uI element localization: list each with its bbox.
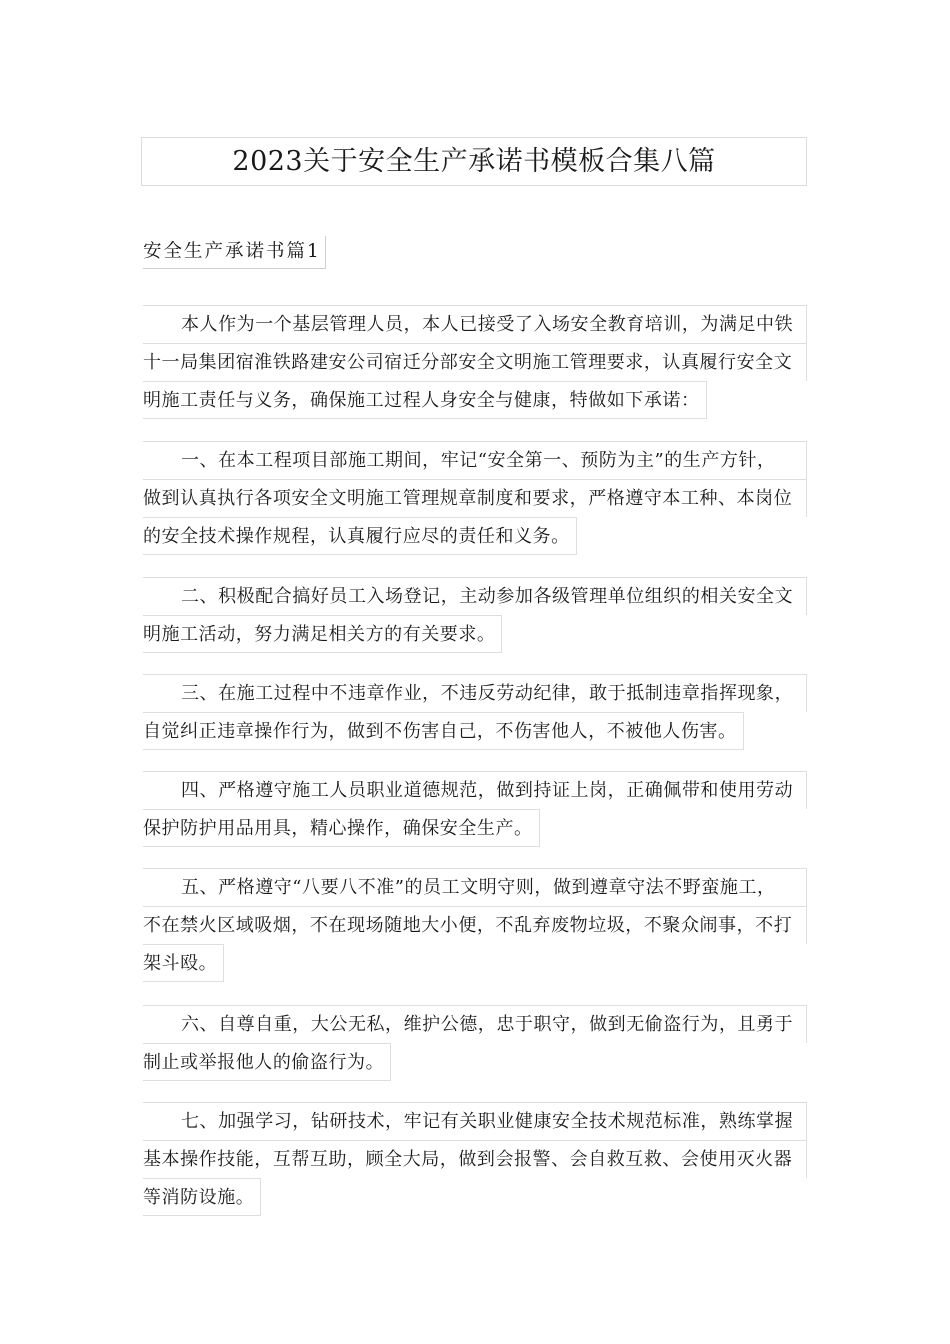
paragraph-line: 不在禁火区域吸烟，不在现场随地大小便，不乱弃废物垃圾，不聚众闹事，不打 [143, 906, 807, 944]
paragraph-line: 二、积极配合搞好员工入场登记，主动参加各级管理单位组织的相关安全文 [143, 577, 807, 615]
paragraph-line: 架斗殴。 [143, 944, 224, 982]
paragraph-line: 三、在施工过程中不违章作业，不违反劳动纪律，敢于抵制违章指挥现象， [143, 674, 807, 712]
paragraph-item-1 [143, 441, 807, 555]
paragraph-line: 明施工活动，努力满足相关方的有关要求。 [143, 615, 502, 653]
document-title: 2023关于安全生产承诺书模板合集八篇 [141, 137, 807, 186]
paragraph-line: 五、严格遵守“八要八不准”的员工文明守则，做到遵章守法不野蛮施工， [143, 868, 807, 906]
paragraph-item-5 [143, 868, 807, 982]
paragraph-line: 四、严格遵守施工人员职业道德规范，做到持证上岗，正确佩带和使用劳动 [143, 771, 807, 809]
paragraph-item-2 [143, 577, 807, 653]
paragraph-item-3 [143, 674, 807, 750]
paragraph-item-4 [143, 771, 807, 847]
paragraph-line: 基本操作技能，互帮互助，顾全大局，做到会报警、会自救互救、会使用灭火器 [143, 1140, 807, 1178]
paragraph-line: 制止或举报他人的偷盗行为。 [143, 1043, 391, 1081]
paragraph-line: 保护防护用品用具，精心操作，确保安全生产。 [143, 809, 540, 847]
paragraph-item-7 [143, 1102, 807, 1216]
paragraph-line: 明施工责任与义务，确保施工过程人身安全与健康，特做如下承诺： [143, 381, 707, 419]
paragraph-line: 自觉纠正违章操作行为，做到不伤害自己，不伤害他人，不被他人伤害。 [143, 712, 744, 750]
paragraph-line: 的安全技术操作规程，认真履行应尽的责任和义务。 [143, 517, 577, 555]
paragraph-item-6 [143, 1005, 807, 1081]
section-heading: 安全生产承诺书篇1 [143, 236, 326, 269]
paragraph-line: 等消防设施。 [143, 1178, 261, 1216]
paragraph-line: 十一局集团宿淮铁路建安公司宿迁分部安全文明施工管理要求，认真履行安全文 [143, 343, 807, 381]
paragraph-intro [143, 305, 807, 419]
paragraph-line: 七、加强学习，钻研技术，牢记有关职业健康安全技术规范标准，熟练掌握 [143, 1102, 807, 1140]
paragraph-line: 一、在本工程项目部施工期间，牢记“安全第一、预防为主”的生产方针， [143, 441, 807, 479]
paragraph-line: 本人作为一个基层管理人员，本人已接受了入场安全教育培训，为满足中铁 [143, 305, 807, 343]
paragraph-line: 做到认真执行各项安全文明施工管理规章制度和要求，严格遵守本工种、本岗位 [143, 479, 807, 517]
paragraph-line: 六、自尊自重，大公无私，维护公德，忠于职守，做到无偷盗行为，且勇于 [143, 1005, 807, 1043]
